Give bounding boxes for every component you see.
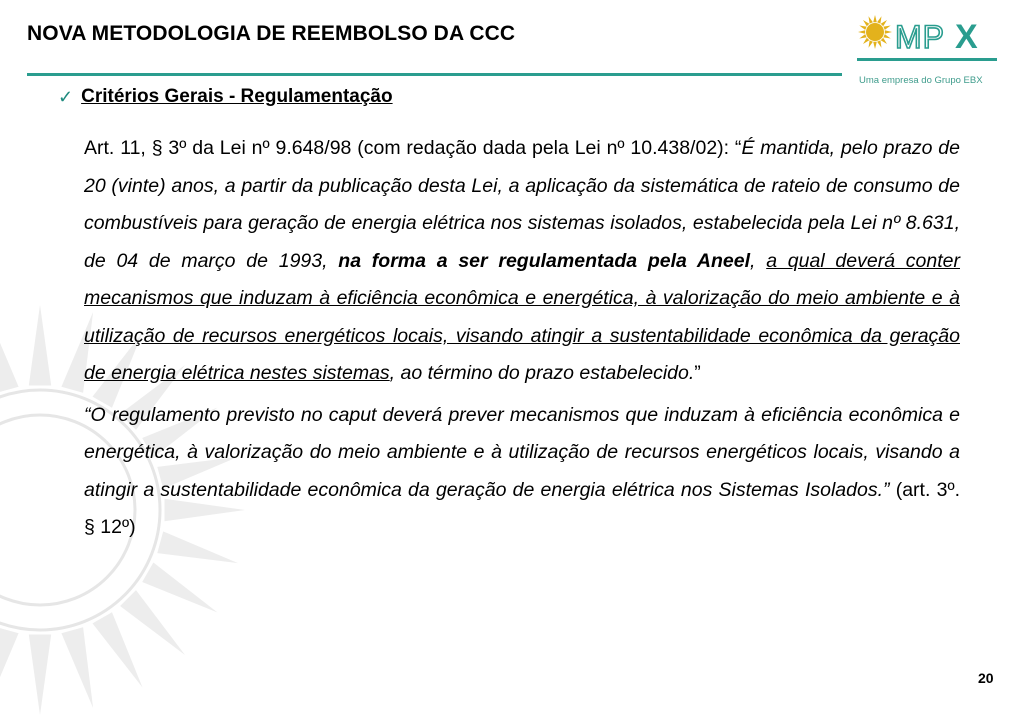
section-heading [58, 86, 393, 108]
company-logo [855, 8, 1005, 88]
sun-logo-icon [858, 15, 892, 49]
regulation-quote: “O regulamento previsto no caput deverá prever mecanismos que induzam à eficiência econômica e energética, à valorização do meio ambiente e à utilização de recursos energéticos locais, visando a atingir a sustentabilidade econômica da geração de energia elétrica nos Sistemas Isolados.” [84, 403, 960, 501]
title-divider [27, 73, 842, 76]
quote-underlined: a qual deverá conter mecanismos que induzam à eficiência econômica e energética, à valorização do meio ambiente e à utilização de recursos energéticos locais, visando atingir a sustentabilidade econômica da geração de energia elétrica nestes sistemas [84, 249, 960, 384]
svg-text:MP: MP [895, 19, 945, 55]
regulation-reference: (art. 3º. § 12º) [84, 478, 960, 538]
quote-comma: , [750, 249, 767, 272]
slide-title: NOVA METODOLOGIA DE REEMBOLSO DA CCC [27, 22, 516, 45]
slide-body [84, 130, 960, 547]
checkmark-icon: ✓ [58, 86, 74, 107]
section-heading-text: Critérios Gerais - Regulamentação [81, 86, 393, 107]
regulation-paragraph [84, 397, 960, 547]
logo-tagline: Uma empresa do Grupo EBX [859, 75, 983, 86]
quote-end: , ao término do prazo estabelecido. [389, 362, 695, 384]
svg-text:X: X [955, 18, 978, 56]
quote-bold: na forma a ser regulamentada pela Aneel [338, 249, 750, 272]
article-intro: Art. 11, § 3º da Lei nº 9.648/98 (com redação dada pela Lei nº 10.438/02): “ [84, 137, 742, 159]
closing-quote-mark: ” [694, 362, 701, 384]
quote-part-a: É mantida, pelo prazo de 20 (vinte) anos, a partir da publicação desta Lei, a aplicação da sistemática de rateio de consumo de combustíveis para geração de energia elétrica nos sistemas isolados, estabelecida pela Lei nº 8.631, de 04 de março de 1993, [84, 137, 960, 272]
page-number: 20 [978, 670, 994, 686]
law-article-paragraph [84, 130, 960, 393]
